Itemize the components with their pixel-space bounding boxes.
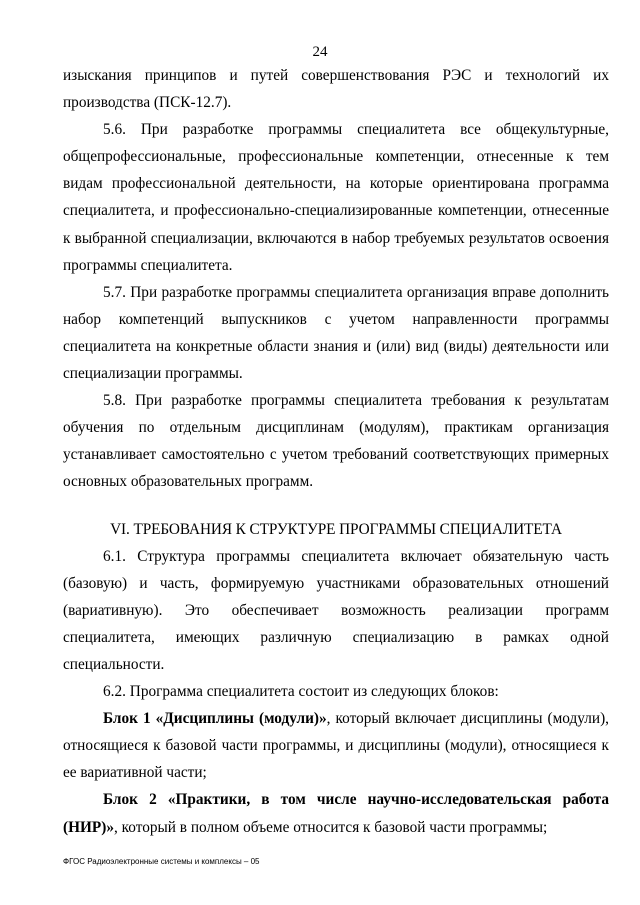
paragraph-block-1 <box>63 705 609 786</box>
paragraph-5-7: 5.7. При разработке программы специалитета организация вправе дополнить набор компетенций выпускников с учетом направленности программы специалитета на конкретные области знания и (или) вид (виды) деятельности или специализации программы. <box>63 283 609 383</box>
block-2-text: , который в полном объеме относится к базовой части программы; <box>113 818 548 836</box>
paragraph-5-6: 5.6. При разработке программы специалитета все общекультурные, общепрофессиональные, профессиональные компетенции, отнесенные к тем видам профессиональной деятельности, на которые ориентирована программа специалитета, и профессионально-специализированные компетенции, отнесенные к выбранной специализации, включаются в набор требуемых результатов освоения программы специалитета. <box>63 121 609 274</box>
paragraph-continuation: изыскания принципов и путей совершенствования РЭС и технологий их производства (ПСК-12.7). <box>63 67 609 112</box>
footer-text: ФГОС Радиоэлектронные системы и комплексы – 05 <box>63 857 260 866</box>
block-2-title: Блок 2 «Практики, в том числе научно-исследовательская работа (НИР)» <box>63 791 609 836</box>
paragraph-block-2 <box>63 786 609 840</box>
paragraph-5-8: 5.8. При разработке программы специалитета требования к результатам обучения по отдельным дисциплинам (модулям), практикам организация устанавливает самостоятельно с учетом требований соответствующих примерных основных образовательных программ. <box>63 392 609 491</box>
document-body <box>63 62 609 841</box>
page-number: 24 <box>312 44 328 60</box>
section-heading: VI. ТРЕБОВАНИЯ К СТРУКТУРЕ ПРОГРАММЫ СПЕЦИАЛИТЕТА <box>110 520 562 538</box>
paragraph-6-1: 6.1. Структура программы специалитета включает обязательную часть (базовую) и часть, формируемую участниками образовательных отношений (вариативную). Это обеспечивает возможность реализации программ специалитета, имеющих различную специализацию в рамках одной специальности. <box>63 547 609 673</box>
block-1-text: , который включает дисциплины (модули), относящиеся к базовой части программы, и дисциплины (модули), относящиеся к ее вариативной части; <box>63 710 610 782</box>
spacer <box>63 496 609 506</box>
paragraph-6-2: 6.2. Программа специалитета состоит из следующих блоков: <box>103 683 499 701</box>
block-1-title: Блок 1 «Дисциплины (модули)» <box>103 710 327 728</box>
